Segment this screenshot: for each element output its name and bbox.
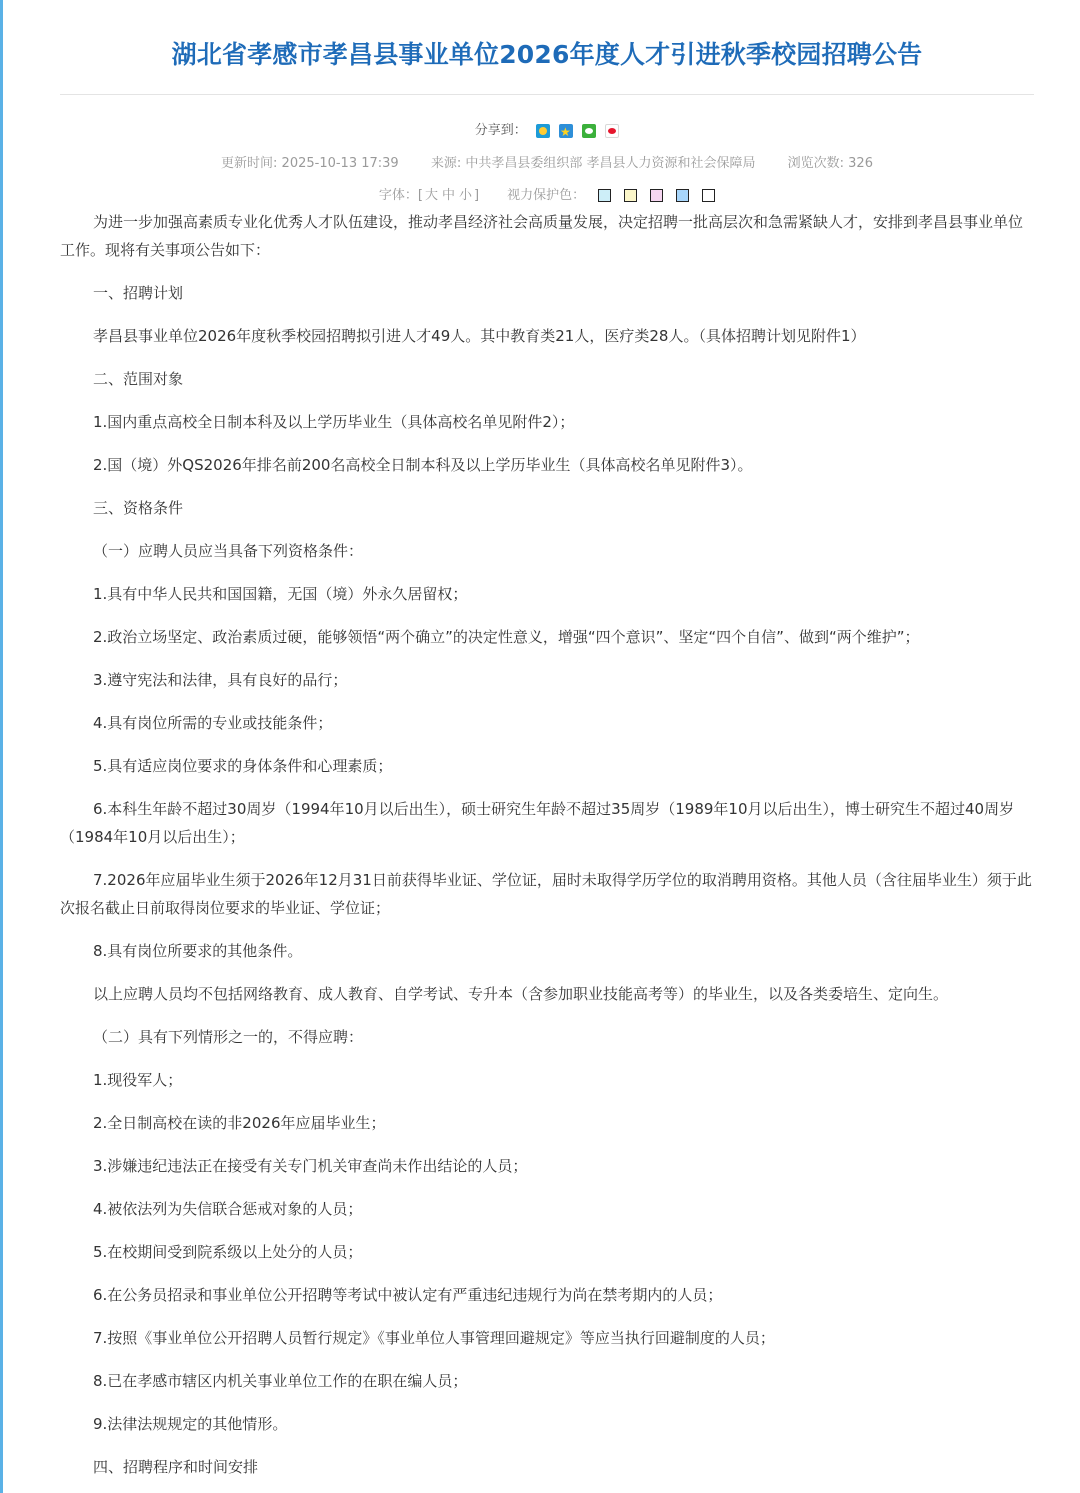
list-item: 6.在公务员招录和事业单位公开招聘等考试中被认定有严重违纪违规行为尚在禁考期内的人员； — [93, 1286, 723, 1304]
eye-care-swatch-yellow[interactable] — [624, 189, 637, 202]
paragraph: 以上应聘人员均不包括网络教育、成人教育、自学考试、专升本（含参加职业技能高考等）的毕业生，以及各类委培生、定向生。 — [93, 985, 949, 1003]
article-source: 来源: 中共孝昌县委组织部 孝昌县人力资源和社会保障局 — [430, 156, 756, 171]
section-heading: 四、招聘程序和时间安排 — [93, 1458, 259, 1476]
list-item: 7.按照《事业单位公开招聘人员暂行规定》《事业单位人事管理回避规定》等应当执行回避制度的人员； — [93, 1329, 775, 1347]
eye-care-swatch-white[interactable] — [702, 189, 715, 202]
list-item: 1.国内重点高校全日制本科及以上学历毕业生（具体高校名单见附件2）； — [93, 413, 575, 431]
list-item: 9.法律法规规定的其他情形。 — [93, 1415, 288, 1433]
list-item: 4.具有岗位所需的专业或技能条件； — [93, 714, 333, 732]
paragraph: 为进一步加强高素质专业化优秀人才队伍建设，推动孝昌经济社会高质量发展，决定招聘一批高层次和急需紧缺人才，安排到孝昌县事业单位工作。现将有关事项公告如下： — [60, 213, 1024, 259]
font-size-control — [379, 188, 479, 203]
font-size-label: 字体：[ — [378, 188, 423, 203]
wechat-icon[interactable] — [582, 124, 596, 138]
reading-tools — [60, 186, 1034, 206]
eye-care-label: 视力保护色： — [507, 188, 586, 203]
list-item: 3.涉嫌违纪违法正在接受有关专门机关审查尚未作出结论的人员； — [93, 1157, 528, 1175]
article-meta — [60, 154, 1034, 174]
share-label: 分享到： — [474, 123, 527, 138]
subsection-heading: （一）应聘人员应当具备下列资格条件： — [93, 542, 364, 560]
article-body — [60, 208, 1036, 1493]
list-item: 1.具有中华人民共和国国籍，无国（境）外永久居留权； — [93, 585, 468, 603]
eye-care-swatch-cyan[interactable] — [598, 189, 611, 202]
list-item: 8.已在孝感市辖区内机关事业单位工作的在职在编人员； — [93, 1372, 468, 1390]
list-item: 2.全日制高校在读的非2026年应届毕业生； — [93, 1114, 386, 1132]
list-item: 8.具有岗位所要求的其他条件。 — [93, 942, 303, 960]
section-heading: 三、资格条件 — [93, 499, 184, 517]
list-item: 5.在校期间受到院系级以上处分的人员； — [93, 1243, 363, 1261]
paragraph: 孝昌县事业单位2026年度秋季校园招聘拟引进人才49人。其中教育类21人，医疗类28人。（具体招聘计划见附件1） — [93, 327, 866, 345]
list-item: 5.具有适应岗位要求的身体条件和心理素质； — [93, 757, 393, 775]
qq-icon[interactable] — [536, 124, 550, 138]
eye-care-swatch-blue[interactable] — [676, 189, 689, 202]
font-large-link[interactable]: 大 — [424, 188, 438, 203]
subsection-heading: （二）具有下列情形之一的，不得应聘： — [93, 1028, 364, 1046]
list-item: 2.国（境）外QS2026年排名前200名高校全日制本科及以上学历毕业生（具体高校名单见附件3）。 — [93, 456, 753, 474]
font-small-link[interactable]: 小 — [459, 188, 473, 203]
view-count: 浏览次数: 326 — [787, 156, 873, 171]
list-item: 7.2026年应届毕业生须于2026年12月31日前获得毕业证、学位证，届时未取得学历学位的取消聘用资格。其他人员（含往届毕业生）须于此次报名截止日前取得岗位要求的毕业证、学位证； — [60, 871, 1032, 917]
font-size-bracket: ] — [474, 188, 480, 203]
title-divider — [60, 94, 1034, 95]
list-item: 4.被依法列为失信联合惩戒对象的人员； — [93, 1200, 363, 1218]
list-item: 2.政治立场坚定、政治素质过硬，能够领悟“两个确立”的决定性意义，增强“四个意识”、坚定“四个自信”、做到“两个维护”； — [93, 628, 920, 646]
font-medium-link[interactable]: 中 — [441, 188, 455, 203]
article-title: 湖北省孝感市孝昌县事业单位2026年度人才引进秋季校园招聘公告 — [171, 40, 923, 69]
share-bar — [60, 121, 1034, 142]
list-item: 3.遵守宪法和法律，具有良好的品行； — [93, 671, 348, 689]
section-heading: 一、招聘计划 — [93, 284, 184, 302]
section-heading: 二、范围对象 — [93, 370, 184, 388]
update-time: 更新时间: 2025-10-13 17:39 — [221, 156, 399, 171]
list-item: 6.本科生年龄不超过30周岁（1994年10月以后出生），硕士研究生年龄不超过35周岁（1989年10月以后出生），博士研究生不超过40周岁（1984年10月以后出生）； — [60, 800, 1015, 846]
weibo-icon[interactable] — [605, 124, 619, 138]
eye-care-swatch-pink[interactable] — [650, 189, 663, 202]
list-item: 1.现役军人； — [93, 1071, 183, 1089]
qzone-icon[interactable] — [559, 124, 573, 138]
